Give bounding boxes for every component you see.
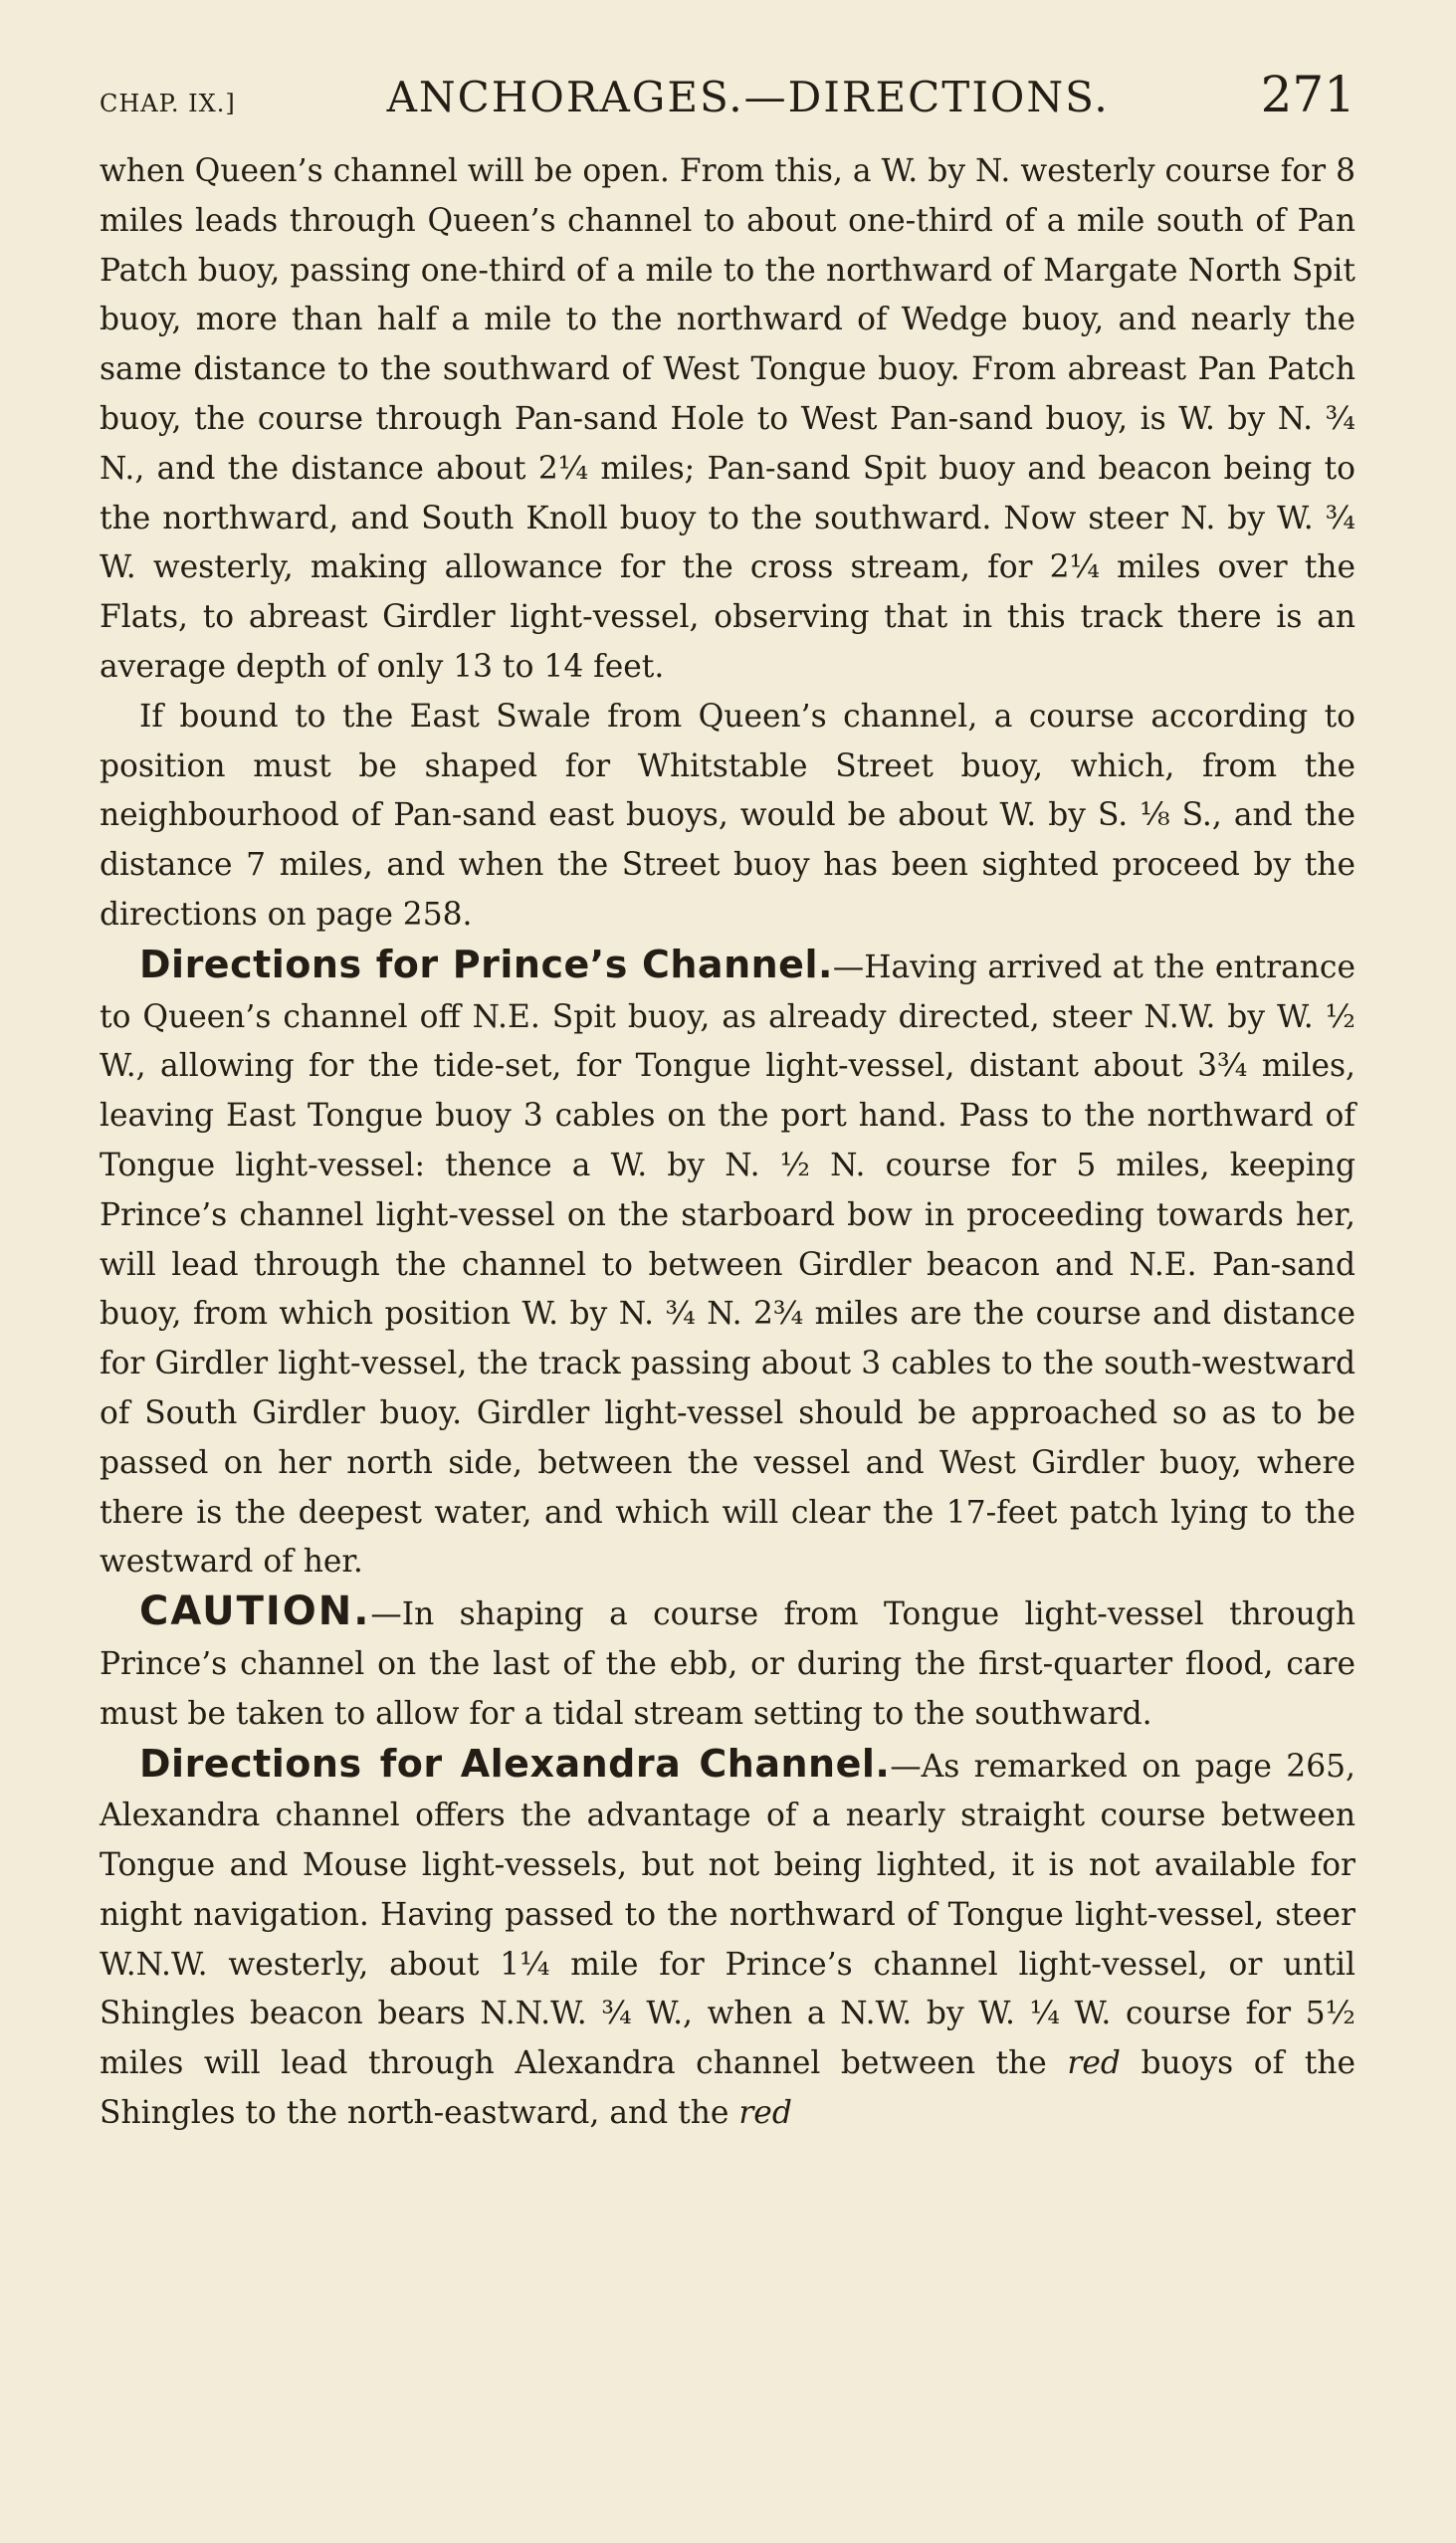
chapter-label: CHAP. IX.] <box>100 90 236 117</box>
italic-red-2: red <box>738 2095 792 2132</box>
body-text <box>100 147 1355 2139</box>
paragraph-east-swale: If bound to the East Swale from Queen’s channel, a course according to position must be shaped for Whitstable Street buoy, which, from the neighbourhood of Pan-sand east buoys, would be about W. by S. ⅛ S., and the distance 7 miles, and when the Street buoy has been sighted proceed by the directions on page 258. <box>100 698 1355 933</box>
princes-channel-text: —Having arrived at the entrance to Queen’s channel off N.E. Spit buoy, as already directed, steer N.W. by W. ½ W., allowing for the tide-set, for Tongue light-vessel, distant about 3¾ miles, leaving East Tongue buoy 3 cables on the port hand. Pass to the northward of Tongue light-vessel: thence a W. by N. ½ N. course for 5 miles, keeping Prince’s channel light-vessel on the starboard bow in proceeding towards her, will lead through the channel to between Girdler beacon and N.E. Pan-sand buoy, from which position W. by N. ¾ N. 2¾ miles are the course and distance for Girdler light-vessel, the track passing about 3 cables to the south-westward of South Girdler buoy. Girdler light-vessel should be approached so as to be passed on her north side, between the vessel and West Girdler buoy, where there is the deepest water, and which will clear the 17-feet patch lying to the westward of her. <box>100 949 1355 1581</box>
section-heading-caution: CAUTION. <box>139 1589 371 1635</box>
italic-red-1: red <box>1067 2045 1121 2082</box>
alexandra-channel-text-2: buoys of the Shingles to the north-eastward, and the <box>100 2045 1355 2132</box>
paragraph-princes-channel <box>100 941 1355 1588</box>
alexandra-channel-text: —As remarked on page 265, Alexandra channel offers the advantage of a nearly straight course between Tongue and Mouse light-vessels, but not being lighted, it is not available for night navigation. Having passed to the northward of Tongue light-vessel, steer W.N.W. westerly, about 1¼ mile for Prince’s channel light-vessel, or until Shingles beacon bears N.N.W. ¾ W., when a N.W. by W. ¼ W. course for 5½ miles will lead through Alexandra channel between the <box>100 1748 1355 2082</box>
paragraph-alexandra-channel <box>100 1740 1355 2139</box>
section-heading-alexandra-channel: Directions for Alexandra Channel. <box>139 1741 891 1786</box>
running-title: ANCHORAGES.—DIRECTIONS. <box>386 73 1110 121</box>
paragraph-queens-channel: when Queen’s channel will be open. From this, a W. by N. westerly course for 8 miles leads through Queen’s channel to about one-third of a mile south of Pan Patch buoy, passing one-third of a mile to the northward of Margate North Spit buoy, more than half a mile to the northward of Wedge buoy, and nearly the same distance to the southward of West Tongue buoy. From abreast Pan Patch buoy, the course through Pan-sand Hole to West Pan-sand buoy, is W. by N. ¾ N., and the distance about 2¼ miles; Pan-sand Spit buoy and beacon being to the northward, and South Knoll buoy to the southward. Now steer N. by W. ¾ W. westerly, making allowance for the cross stream, for 2¼ miles over the Flats, to abreast Girdler light-vessel, observing that in this track there is an average depth of only 13 to 14 feet. <box>100 153 1355 685</box>
page-number: 271 <box>1260 66 1355 123</box>
running-header <box>100 66 1355 129</box>
section-heading-princes-channel: Directions for Prince’s Channel. <box>139 942 833 986</box>
caution-text: —In shaping a course from Tongue light-vessel through Prince’s channel on the last of the ebb, or during the first-quarter flood, care must be taken to allow for a tidal stream setting to the southward. <box>100 1596 1355 1732</box>
paragraph-caution <box>100 1588 1355 1739</box>
